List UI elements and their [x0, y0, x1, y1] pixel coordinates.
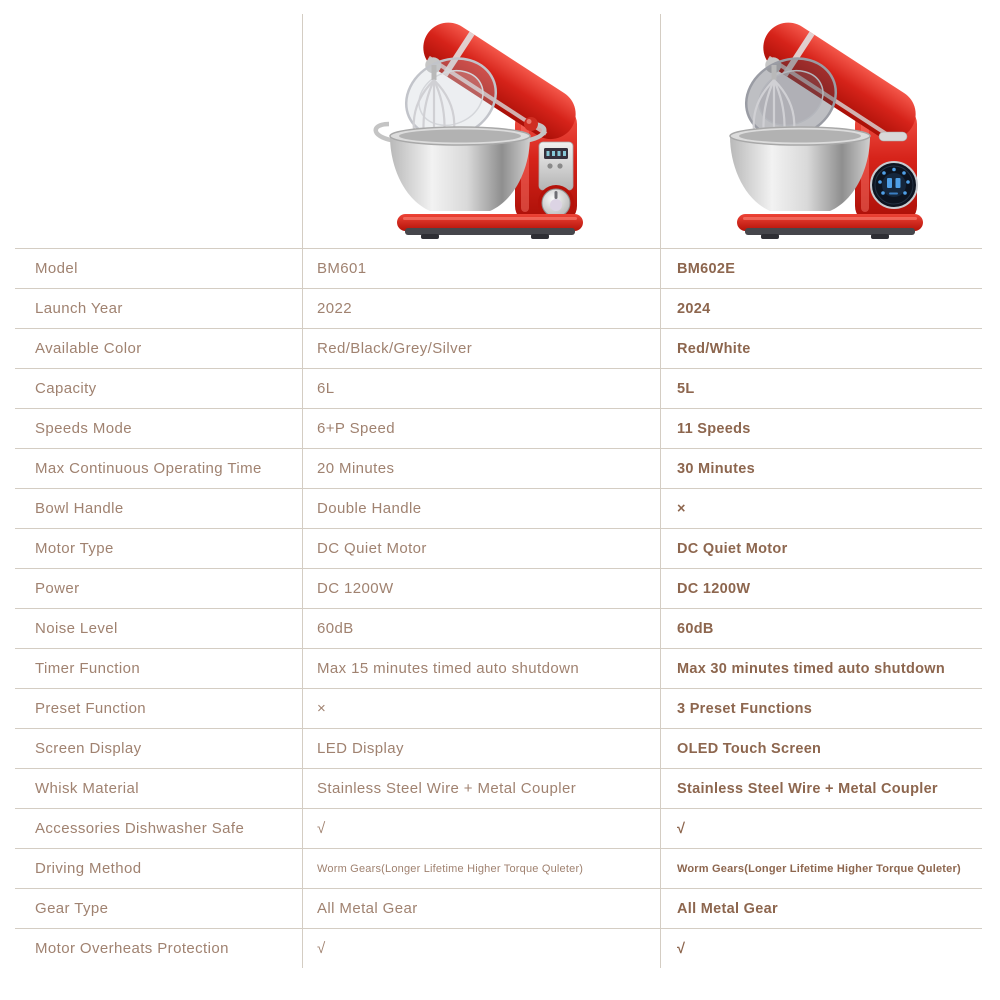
spec-value-bm602e: 5L [660, 369, 982, 408]
spec-value-bm601: BM601 [302, 249, 660, 288]
table-row [15, 568, 982, 608]
table-row [15, 248, 982, 288]
spec-value-bm602e: Max 30 minutes timed auto shutdown [660, 649, 982, 688]
spec-label: Capacity [35, 380, 97, 397]
spec-value-bm601: Stainless Steel Wire + Metal Coupler [302, 769, 660, 808]
spec-value-bm602e: Red/White [660, 329, 982, 368]
spec-label: Gear Type [35, 900, 109, 917]
spec-label: Motor Type [35, 540, 114, 557]
table-row [15, 608, 982, 648]
spec-value-bm601: LED Display [302, 729, 660, 768]
spec-value-bm602e: 3 Preset Functions [660, 689, 982, 728]
spec-label: Max Continuous Operating Time [35, 460, 262, 477]
table-row [15, 488, 982, 528]
table-row [15, 448, 982, 488]
spec-label: Whisk Material [35, 780, 139, 797]
spec-value-bm602e: √ [660, 929, 982, 968]
product-image-cell-bm601 [302, 14, 660, 248]
spec-value-bm601: 2022 [302, 289, 660, 328]
spec-value-bm602e: × [660, 489, 982, 528]
spec-value-bm602e: Worm Gears(Longer Lifetime Higher Torque Quleter) [660, 849, 982, 888]
table-row [15, 848, 982, 888]
spec-value-bm602e: Stainless Steel Wire + Metal Coupler [660, 769, 982, 808]
table-row [15, 528, 982, 568]
table-row [15, 408, 982, 448]
spec-value-bm601: 6+P Speed [302, 409, 660, 448]
table-row [15, 368, 982, 408]
spec-comparison-table [15, 14, 982, 968]
spec-value-bm602e: All Metal Gear [660, 889, 982, 928]
spec-label: Preset Function [35, 700, 147, 717]
table-row [15, 688, 982, 728]
spec-label: Motor Overheats Protection [35, 940, 229, 957]
spec-value-bm602e: DC 1200W [660, 569, 982, 608]
image-row-empty-cell [15, 14, 302, 248]
spec-value-bm601: × [302, 689, 660, 728]
product-image-bm601 [363, 20, 601, 242]
spec-value-bm602e: 2024 [660, 289, 982, 328]
product-image-bm602e [703, 20, 941, 242]
spec-value-bm601: Max 15 minutes timed auto shutdown [302, 649, 660, 688]
spec-rows [15, 248, 982, 968]
table-row [15, 768, 982, 808]
spec-value-bm601: 6L [302, 369, 660, 408]
spec-label: Timer Function [35, 660, 141, 677]
table-row [15, 288, 982, 328]
spec-label: Model [35, 260, 78, 277]
spec-value-bm601: Red/Black/Grey/Silver [302, 329, 660, 368]
spec-label: Noise Level [35, 620, 118, 637]
product-image-cell-bm602e [660, 14, 982, 248]
spec-label: Accessories Dishwasher Safe [35, 820, 245, 837]
spec-value-bm601: 60dB [302, 609, 660, 648]
table-row [15, 648, 982, 688]
table-row [15, 888, 982, 928]
product-image-row [15, 14, 982, 248]
spec-value-bm601: Double Handle [302, 489, 660, 528]
spec-value-bm601: √ [302, 809, 660, 848]
spec-label: Driving Method [35, 860, 142, 877]
spec-value-bm602e: 60dB [660, 609, 982, 648]
spec-label: Screen Display [35, 740, 142, 757]
table-row [15, 328, 982, 368]
spec-value-bm601: 20 Minutes [302, 449, 660, 488]
spec-value-bm602e: 11 Speeds [660, 409, 982, 448]
spec-label: Power [35, 580, 80, 597]
spec-value-bm602e: 30 Minutes [660, 449, 982, 488]
spec-value-bm602e: OLED Touch Screen [660, 729, 982, 768]
spec-value-bm601: √ [302, 929, 660, 968]
table-row [15, 928, 982, 968]
spec-label: Available Color [35, 340, 142, 357]
spec-label: Bowl Handle [35, 500, 124, 517]
spec-value-bm602e: BM602E [660, 249, 982, 288]
spec-value-bm602e: √ [660, 809, 982, 848]
spec-value-bm601: All Metal Gear [302, 889, 660, 928]
table-row [15, 808, 982, 848]
spec-value-bm601: Worm Gears(Longer Lifetime Higher Torque Quleter) [302, 849, 660, 888]
spec-label: Speeds Mode [35, 420, 132, 437]
spec-label: Launch Year [35, 300, 123, 317]
table-row [15, 728, 982, 768]
spec-value-bm601: DC Quiet Motor [302, 529, 660, 568]
spec-value-bm601: DC 1200W [302, 569, 660, 608]
spec-value-bm602e: DC Quiet Motor [660, 529, 982, 568]
